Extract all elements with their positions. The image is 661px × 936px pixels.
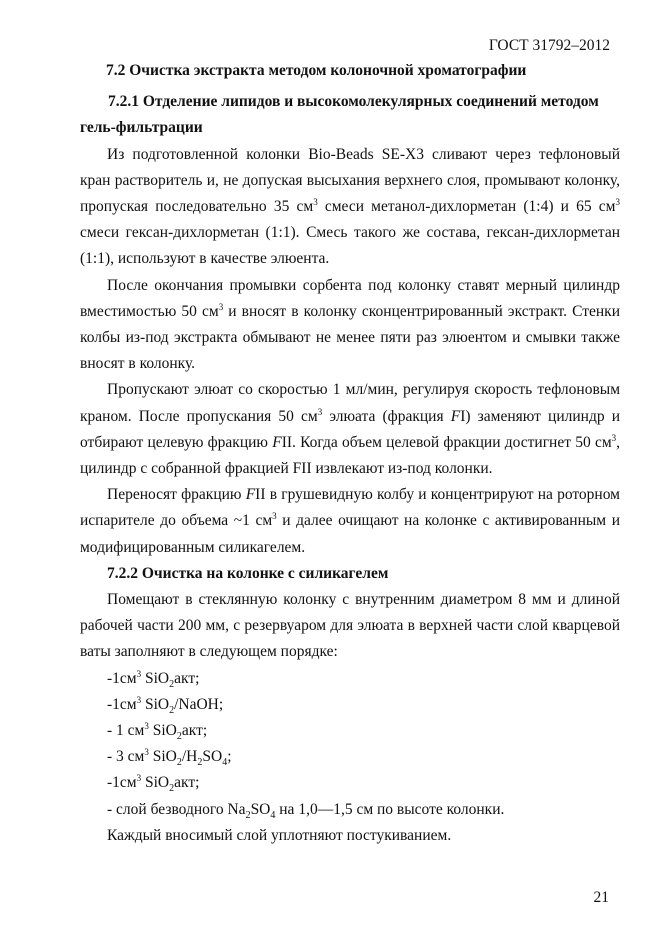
section-7-2-1-heading-line1: 7.2.1 Отделение липидов и высокомолекулярных соединений методом bbox=[108, 93, 599, 111]
list-item: $-1см^3$ SiO$_2$акт; bbox=[107, 668, 200, 690]
page-number: 21 bbox=[593, 889, 609, 906]
list-item: - 1 $см^3$ SiO$_2$акт; bbox=[107, 720, 208, 743]
section-7-2-2-heading: 7.2.2 Очистка на колонке с силикагелем bbox=[107, 564, 389, 582]
list-item: $-1см^3$ SiO$_2$/NaOH; bbox=[107, 694, 224, 716]
paragraph-silica-column-intro: Помещают в стеклянную колонку с внутренним диаметром 8 мм и длиной рабочей части 200 мм, с резервуаром для элюата в верхней части слой кварцевой ваты заполняют в следующем порядке: bbox=[80, 591, 620, 661]
paragraph-fraction-concentration: Переносят фракцию FII в грушевидную колбу и концентрируют на роторном испарителе до объема ~1 $см^3$ и далее очищают на колонке с активированным и модифицированным силикагелем. bbox=[80, 486, 620, 556]
list-item: - слой безводного $Na_2SO_4$ на 1,0—1,5 см по высоте колонки. bbox=[107, 800, 505, 821]
list-item: - 3 $см^3$ $SiO_2/H_2SO_4$; bbox=[107, 747, 232, 769]
paragraph-column-washing: Из подготовленной колонки Bio-Beads SE-X3 сливают через тефлоновый кран растворитель и, не допуская высыхания верхнего слоя, промывают колонку, пропуская последовательно 35 $см^3$ смеси метанол-дихлорметан (1:4) и 65 $см^3$ смеси гексан-дихлорметан (1:1). Смесь такого же состава, гексан-дихлорметан (1:1), используют в качестве элюента. bbox=[80, 145, 620, 268]
section-7-2-heading: 7.2 Очистка экстракта методом колоночной хроматографии bbox=[106, 62, 527, 79]
paragraph-extract-loading: После окончания промывки сорбента под колонку ставят мерный цилиндр вместимостью 50 $см^3$ и вносят в колонку сконцентрированный экстракт. Стенки колбы из-под экстракта обмывают не менее пяти раз элюентом и смывки также вносят в колонку. bbox=[80, 276, 620, 373]
paragraph-eluate-collection: Пропускают элюат со скоростью 1 мл/мин, регулируя скорость тефлоновым краном. После пропускания 50 $см^3$ элюата (фракция FI) заменяют цилиндр и отбирают целевую фракцию FII. Когда объем целевой фракции достигнет 50 $см^3$, цилиндр с собранной фракцией FII извлекают из-под колонки. bbox=[80, 381, 621, 478]
section-7-2-1-heading bbox=[80, 89, 620, 141]
silica-layer-list bbox=[80, 666, 620, 823]
document-body bbox=[80, 58, 620, 849]
standard-header: ГОСТ 31792–2012 bbox=[488, 37, 610, 54]
paragraph-closing: Каждый вносимый слой уплотняют постукиванием. bbox=[107, 826, 452, 844]
section-7-2-1-heading-line2: гель-фильтрации bbox=[80, 119, 203, 137]
list-item: $-1см^3$ SiO$_2$акт; bbox=[107, 773, 200, 795]
